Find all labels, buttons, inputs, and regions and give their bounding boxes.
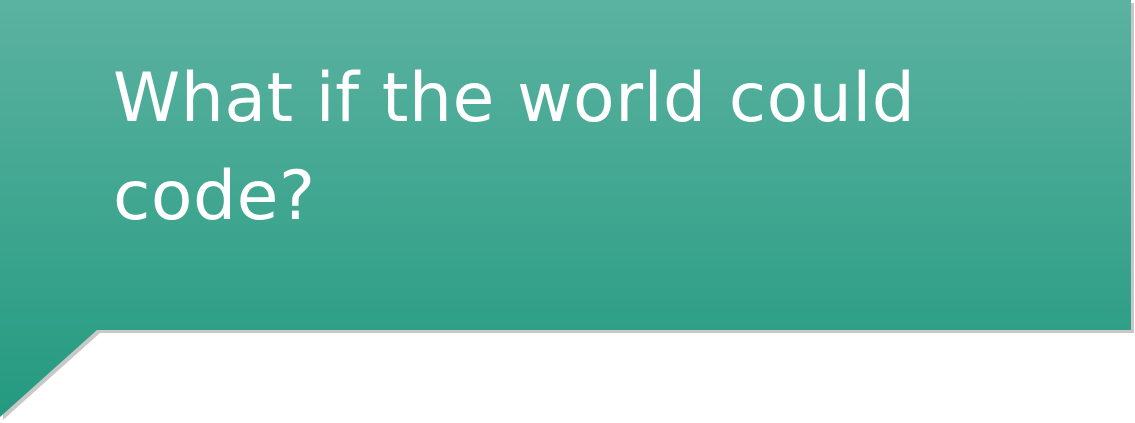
headline: What if the world could code?	[113, 59, 916, 236]
